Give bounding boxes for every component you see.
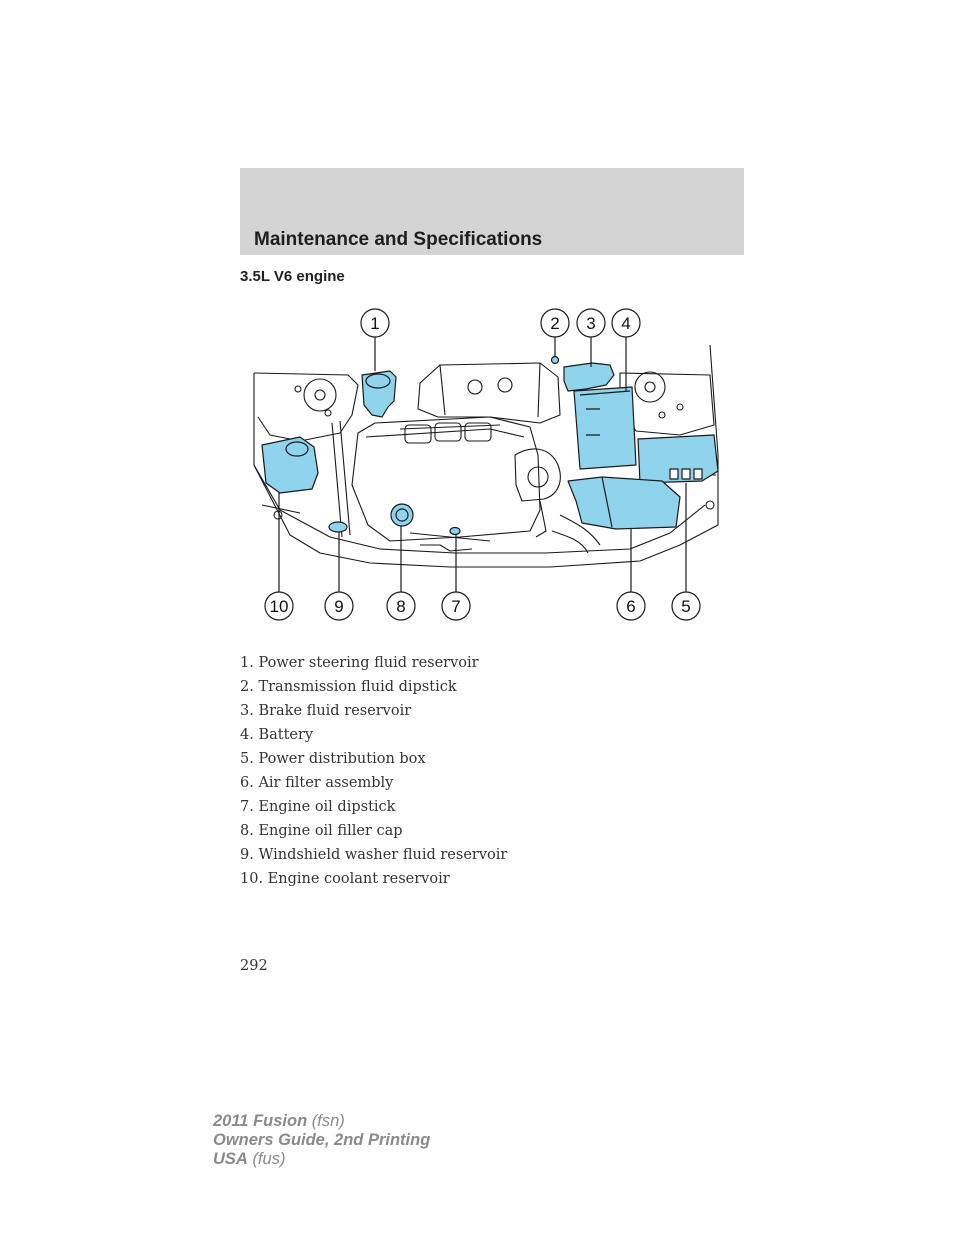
footer-market-code: (fus) [252,1150,286,1168]
callout-4 [612,309,640,337]
footer-market: USA [213,1150,248,1168]
svg-text:3: 3 [586,314,596,333]
transmission-dipstick [552,357,559,364]
legend-item: 4. Battery [240,727,314,743]
footer-line-3 [213,1150,430,1169]
callout-9 [325,592,353,620]
page-number: 292 [240,958,268,974]
battery [574,387,636,469]
engine-oil-dipstick [450,528,460,535]
callout-10 [265,592,293,620]
svg-text:6: 6 [626,597,636,616]
subsection-title: 3.5L V6 engine [240,268,345,285]
document-footer [213,1112,430,1169]
svg-text:2: 2 [550,314,560,333]
callout-5 [672,592,700,620]
legend-item: 10. Engine coolant reservoir [240,871,450,887]
legend-item: 1. Power steering fluid reservoir [240,655,479,671]
air-filter-assembly [568,477,680,529]
callout-1 [361,309,389,337]
legend-item: 6. Air filter assembly [240,775,394,791]
footer-line-2: Owners Guide, 2nd Printing [213,1131,431,1149]
legend-item: 3. Brake fluid reservoir [240,703,412,719]
callout-8 [387,592,415,620]
svg-text:1: 1 [370,314,380,333]
callout-7 [442,592,470,620]
section-title: Maintenance and Specifications [254,229,543,250]
svg-text:8: 8 [396,597,406,616]
brake-fluid-reservoir [564,363,614,391]
svg-text:7: 7 [451,597,461,616]
svg-text:5: 5 [681,597,691,616]
legend-item: 7. Engine oil dipstick [240,799,396,815]
footer-model-code: (fsn) [311,1112,345,1130]
legend-item: 5. Power distribution box [240,751,426,767]
svg-text:10: 10 [269,597,289,616]
section-header [240,168,744,255]
svg-text:4: 4 [621,314,631,333]
washer-fluid-cap [329,522,347,532]
footer-line-1 [213,1112,430,1131]
legend-item: 8. Engine oil filler cap [240,823,403,839]
footer-model: 2011 Fusion [213,1112,308,1130]
callout-3 [577,309,605,337]
callout-6 [617,592,645,620]
callout-2 [541,309,569,337]
legend-item: 2. Transmission fluid dipstick [240,679,457,695]
component-legend [240,652,507,892]
engine-diagram [240,305,720,630]
svg-text:9: 9 [334,597,344,616]
legend-item: 9. Windshield washer fluid reservoir [240,847,508,863]
